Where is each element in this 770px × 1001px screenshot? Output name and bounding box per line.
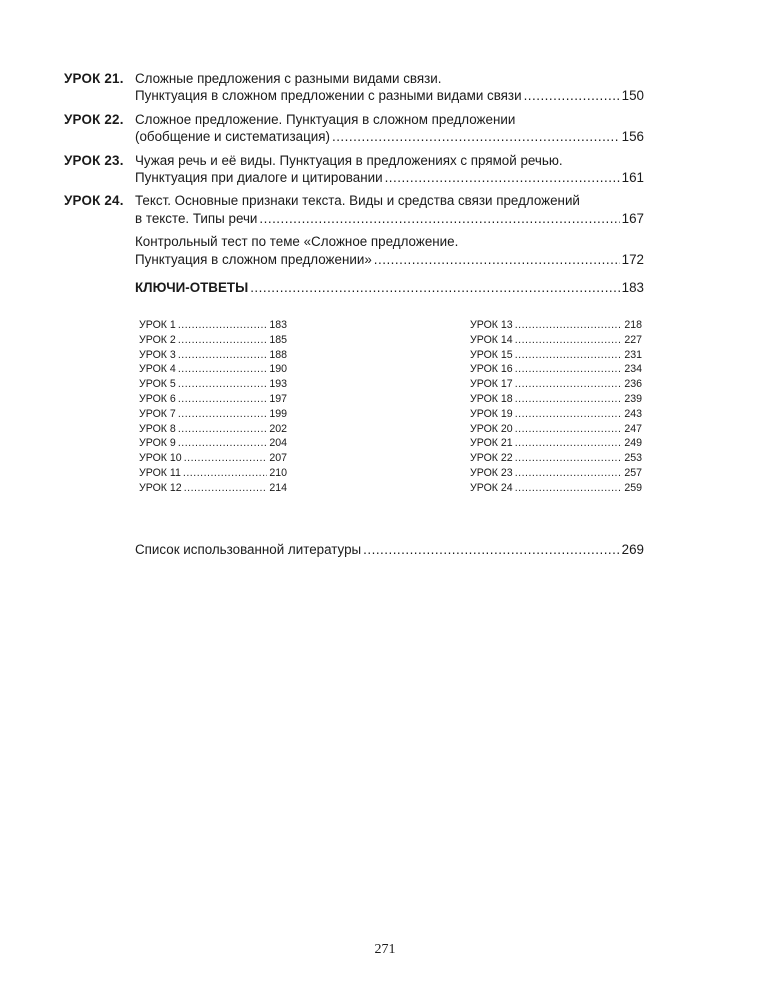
page-ref: 218 [624, 319, 642, 331]
dot-leader [524, 87, 620, 104]
lesson-number: УРОК 24. [64, 193, 124, 209]
page-ref: 227 [624, 333, 642, 346]
answer-key-row [139, 481, 287, 496]
page-ref: 150 [621, 88, 644, 104]
page-ref: 207 [269, 452, 287, 465]
page-ref: 239 [624, 392, 642, 405]
dot-leader [178, 348, 268, 363]
dot-leader [515, 422, 623, 437]
answer-key-label: УРОК 4 [139, 363, 176, 376]
dot-leader [385, 169, 620, 186]
dot-leader [178, 436, 268, 451]
page-ref: 249 [624, 437, 642, 450]
answer-key-label: УРОК 24 [470, 481, 513, 494]
answer-key-row [470, 422, 642, 437]
page-ref: 197 [269, 392, 287, 405]
toc-entry [64, 70, 644, 105]
page-ref: 183 [269, 319, 287, 331]
toc-leader [135, 210, 644, 227]
page-ref: 257 [624, 466, 642, 479]
page-ref: 161 [621, 170, 644, 186]
page-ref: 210 [269, 466, 287, 479]
answer-key-row [470, 392, 642, 407]
answer-key-row [139, 392, 287, 407]
answer-key-row [139, 333, 287, 348]
answer-key-label: УРОК 9 [139, 437, 176, 450]
dot-leader [178, 318, 268, 333]
answer-key-row [139, 466, 287, 481]
toc-entry [64, 152, 644, 187]
answer-key-row [139, 348, 287, 363]
answer-key-label: УРОК 11 [139, 466, 181, 479]
toc-entry [64, 111, 644, 146]
page-ref: 269 [621, 542, 644, 557]
toc-leader [135, 87, 644, 104]
answer-key-label: УРОК 15 [470, 348, 513, 361]
answer-key-row [470, 407, 642, 422]
answer-keys-title: КЛЮЧИ-ОТВЕТЫ [135, 280, 249, 295]
answer-key-row [470, 362, 642, 377]
lesson-title-line: Чужая речь и её виды. Пунктуация в предложениях с прямой речью. [135, 152, 563, 168]
test-title-line: Контрольный тест по теме «Сложное предложение. [135, 234, 459, 250]
lesson-title-line: в тексте. Типы речи [135, 210, 258, 226]
lesson-title-line: (обобщение и систематизация) [135, 129, 330, 145]
answer-key-label: УРОК 20 [470, 422, 513, 435]
lesson-title-line: Сложное предложение. Пунктуация в сложном предложении [135, 111, 516, 127]
answer-key-row [139, 436, 287, 451]
page-ref: 243 [624, 407, 642, 420]
answer-key-row [470, 436, 642, 451]
page-ref: 214 [269, 481, 287, 494]
literature-title: Список использованной литературы [135, 542, 362, 557]
page-ref: 156 [621, 129, 644, 145]
dot-leader [374, 251, 620, 268]
answer-key-label: УРОК 14 [470, 333, 513, 346]
page-ref: 202 [269, 422, 287, 435]
page-ref: 259 [624, 481, 642, 494]
page-ref: 204 [269, 437, 287, 450]
dot-leader [184, 481, 268, 496]
answer-key-label: УРОК 19 [470, 407, 513, 420]
answer-key-row [139, 451, 287, 466]
lesson-number: УРОК 23. [64, 152, 124, 168]
answer-key-label: УРОК 7 [139, 407, 176, 420]
dot-leader [178, 422, 268, 437]
page-number: 271 [374, 942, 396, 957]
toc-leader [135, 169, 644, 186]
dot-leader [515, 407, 623, 422]
toc-leader [135, 128, 644, 145]
page-ref: 188 [269, 348, 287, 361]
page-ref: 193 [269, 378, 287, 391]
answer-keys-column-left [139, 318, 287, 496]
dot-leader [515, 392, 623, 407]
dot-leader [515, 348, 623, 363]
dot-leader [178, 392, 268, 407]
dot-leader [515, 481, 623, 496]
lesson-number: УРОК 21. [64, 71, 124, 86]
answer-key-label: УРОК 21 [470, 437, 513, 450]
dot-leader [178, 407, 268, 422]
literature-entry [135, 542, 644, 557]
answer-key-row [139, 422, 287, 437]
dot-leader [250, 280, 619, 295]
answer-keys-column-right [470, 318, 642, 496]
lesson-number: УРОК 22. [64, 111, 124, 127]
dot-leader [184, 451, 268, 466]
page-ref: 185 [269, 333, 287, 346]
answer-key-label: УРОК 17 [470, 378, 513, 391]
lesson-title-line: Пунктуация в сложном предложении с разными видами связи [135, 88, 522, 104]
answer-key-label: УРОК 10 [139, 452, 182, 465]
answer-key-label: УРОК 5 [139, 378, 176, 391]
dot-leader [363, 542, 620, 557]
dot-leader [178, 377, 268, 392]
answer-key-row [470, 466, 642, 481]
answer-key-row [139, 407, 287, 422]
answer-key-row [139, 377, 287, 392]
dot-leader [515, 466, 623, 481]
dot-leader [515, 451, 623, 466]
answer-key-row [139, 362, 287, 377]
answer-key-row [470, 318, 642, 333]
answer-key-row [139, 318, 287, 333]
dot-leader [515, 362, 623, 377]
page-ref: 234 [624, 363, 642, 376]
answer-keys-heading [135, 280, 644, 295]
page-ref: 199 [269, 407, 287, 420]
page-ref: 190 [269, 363, 287, 376]
answer-key-row [470, 333, 642, 348]
answer-key-label: УРОК 6 [139, 392, 176, 405]
lesson-title-line: Пунктуация при диалоге и цитировании [135, 170, 383, 186]
toc-leader [135, 251, 644, 268]
dot-leader [515, 318, 623, 333]
answer-key-label: УРОК 12 [139, 481, 182, 494]
answer-key-label: УРОК 23 [470, 466, 513, 479]
page-ref: 231 [624, 348, 642, 361]
dot-leader [259, 210, 619, 227]
page-ref: 247 [624, 422, 642, 435]
page-ref: 236 [624, 378, 642, 391]
dot-leader [178, 362, 268, 377]
page-ref: 253 [624, 452, 642, 465]
answer-key-label: УРОК 8 [139, 422, 176, 435]
answer-key-label: УРОК 1 [139, 319, 176, 331]
dot-leader [515, 333, 623, 348]
toc-entry [64, 233, 644, 268]
answer-key-label: УРОК 13 [470, 319, 513, 331]
answer-key-label: УРОК 22 [470, 452, 513, 465]
dot-leader [515, 377, 623, 392]
toc-lessons [64, 70, 644, 274]
page-ref: 172 [621, 251, 644, 267]
toc-entry [64, 192, 644, 227]
dot-leader [332, 128, 620, 145]
dot-leader [183, 466, 267, 481]
answer-key-label: УРОК 18 [470, 392, 513, 405]
answer-key-label: УРОК 2 [139, 333, 176, 346]
page-ref: 167 [621, 210, 644, 226]
answer-key-row [470, 377, 642, 392]
answer-key-row [470, 451, 642, 466]
page-ref: 183 [621, 280, 644, 295]
answer-key-row [470, 481, 642, 496]
dot-leader [515, 436, 623, 451]
answer-key-label: УРОК 3 [139, 348, 176, 361]
dot-leader [178, 333, 268, 348]
lesson-title-line: Сложные предложения с разными видами связи. [135, 71, 442, 86]
lesson-title-line: Текст. Основные признаки текста. Виды и средства связи предложений [135, 193, 580, 209]
answer-key-row [470, 348, 642, 363]
answer-key-label: УРОК 16 [470, 363, 513, 376]
test-title-line: Пунктуация в сложном предложении» [135, 251, 372, 267]
lesson-number [64, 233, 135, 268]
